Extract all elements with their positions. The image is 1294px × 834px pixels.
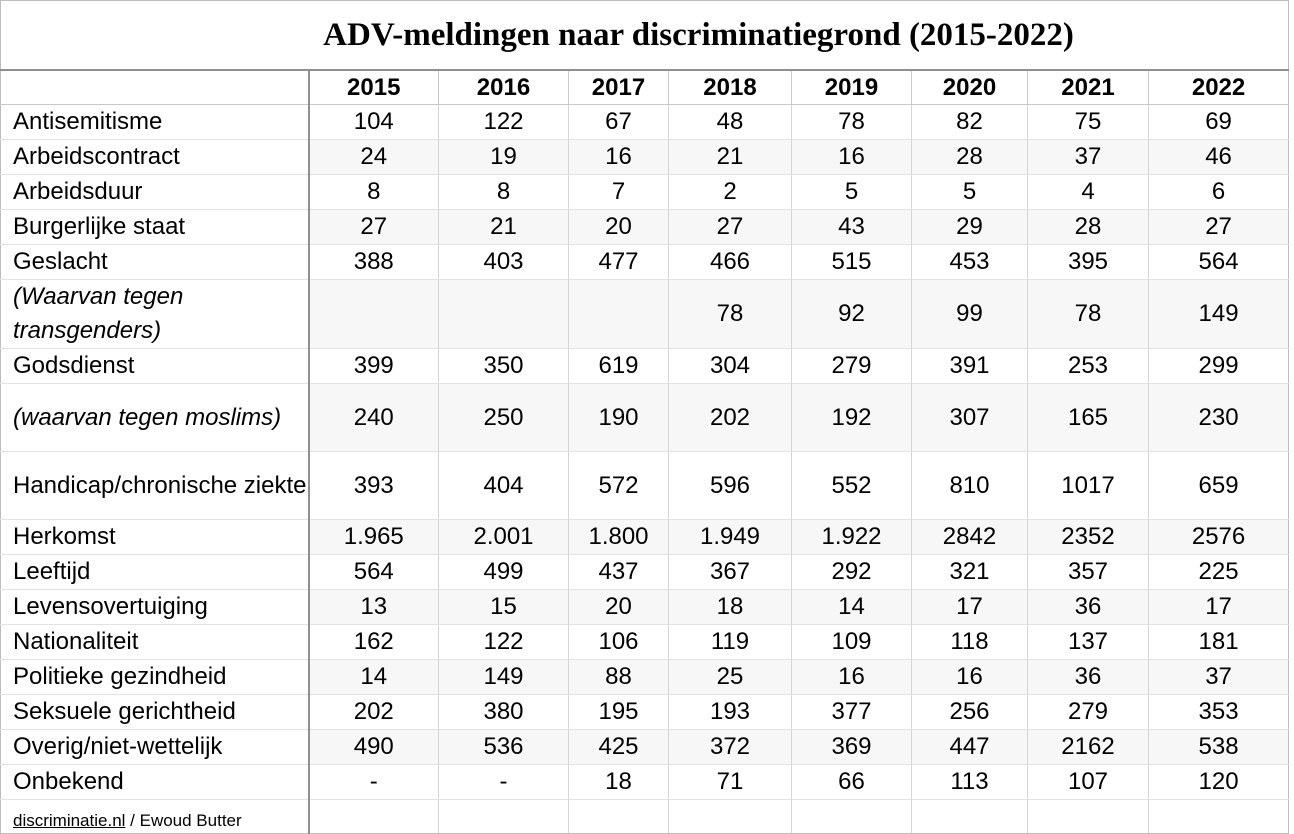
- table-row: [1, 695, 1289, 730]
- source-author: / Ewoud Butter: [125, 811, 242, 830]
- data-cell: 225: [1149, 555, 1289, 590]
- data-cell: 350: [439, 349, 569, 384]
- data-cell: 5: [912, 175, 1028, 210]
- data-cell: 165: [1028, 384, 1149, 452]
- data-cell: 437: [569, 555, 669, 590]
- data-cell: 181: [1149, 625, 1289, 660]
- table-row: [1, 175, 1289, 210]
- data-cell: 27: [309, 210, 439, 245]
- data-cell: 107: [1028, 765, 1149, 800]
- table-row: [1, 105, 1289, 140]
- row-label: Handicap/chronische ziekte: [1, 452, 309, 520]
- data-cell: 552: [792, 452, 912, 520]
- source-credit: [1, 800, 309, 834]
- data-cell: 13: [309, 590, 439, 625]
- header-corner: [1, 70, 309, 105]
- table-row: [1, 590, 1289, 625]
- column-header: 2018: [669, 70, 792, 105]
- data-cell: 14: [792, 590, 912, 625]
- data-cell: 28: [1028, 210, 1149, 245]
- data-cell: 20: [569, 210, 669, 245]
- data-cell: 307: [912, 384, 1028, 452]
- data-cell: 564: [309, 555, 439, 590]
- data-cell: 17: [1149, 590, 1289, 625]
- data-cell: 403: [439, 245, 569, 280]
- table-row: [1, 555, 1289, 590]
- data-cell: 477: [569, 245, 669, 280]
- data-cell: 78: [669, 280, 792, 349]
- row-label: Overig/niet-wettelijk: [1, 730, 309, 765]
- row-label: (Waarvan tegen transgenders): [1, 280, 309, 349]
- data-cell: 25: [669, 660, 792, 695]
- data-cell: 15: [439, 590, 569, 625]
- data-cell: 118: [912, 625, 1028, 660]
- footer-empty-cell: [792, 800, 912, 834]
- data-cell: 425: [569, 730, 669, 765]
- data-cell: 240: [309, 384, 439, 452]
- table-row: [1, 384, 1289, 452]
- data-cell: 82: [912, 105, 1028, 140]
- data-cell: 4: [1028, 175, 1149, 210]
- row-label: Onbekend: [1, 765, 309, 800]
- data-cell: 14: [309, 660, 439, 695]
- data-cell: 67: [569, 105, 669, 140]
- data-cell: 20: [569, 590, 669, 625]
- data-cell: 1017: [1028, 452, 1149, 520]
- data-cell: 17: [912, 590, 1028, 625]
- data-cell: 88: [569, 660, 669, 695]
- data-cell: 292: [792, 555, 912, 590]
- data-cell: 536: [439, 730, 569, 765]
- row-label: Leeftijd: [1, 555, 309, 590]
- data-cell: 515: [792, 245, 912, 280]
- data-cell: [439, 280, 569, 349]
- data-cell: 6: [1149, 175, 1289, 210]
- data-cell: 46: [1149, 140, 1289, 175]
- table-title-cell: [1, 1, 1289, 71]
- data-cell: 43: [792, 210, 912, 245]
- row-label: Burgerlijke staat: [1, 210, 309, 245]
- data-cell: 78: [792, 105, 912, 140]
- data-cell: 7: [569, 175, 669, 210]
- data-cell: 109: [792, 625, 912, 660]
- data-cell: 2842: [912, 520, 1028, 555]
- data-cell: 447: [912, 730, 1028, 765]
- data-cell: 304: [669, 349, 792, 384]
- data-cell: 16: [792, 140, 912, 175]
- data-cell: 71: [669, 765, 792, 800]
- data-cell: 28: [912, 140, 1028, 175]
- footer-empty-cell: [669, 800, 792, 834]
- row-label: Levensovertuiging: [1, 590, 309, 625]
- table-row: [1, 660, 1289, 695]
- data-cell: 395: [1028, 245, 1149, 280]
- data-cell: 16: [912, 660, 1028, 695]
- data-cell: 299: [1149, 349, 1289, 384]
- data-cell: 36: [1028, 590, 1149, 625]
- data-cell: 119: [669, 625, 792, 660]
- table-body: [1, 105, 1289, 800]
- data-cell: 372: [669, 730, 792, 765]
- data-cell: -: [309, 765, 439, 800]
- column-header: 2019: [792, 70, 912, 105]
- column-header: 2015: [309, 70, 439, 105]
- data-cell: 18: [669, 590, 792, 625]
- data-cell: 399: [309, 349, 439, 384]
- row-label: Politieke gezindheid: [1, 660, 309, 695]
- data-cell: 572: [569, 452, 669, 520]
- footer-empty-cell: [912, 800, 1028, 834]
- table-row: [1, 210, 1289, 245]
- data-cell: 27: [1149, 210, 1289, 245]
- footer-empty-cell: [439, 800, 569, 834]
- table-row: [1, 245, 1289, 280]
- data-cell: 2162: [1028, 730, 1149, 765]
- table-row: [1, 140, 1289, 175]
- data-cell: 369: [792, 730, 912, 765]
- data-cell: 1.965: [309, 520, 439, 555]
- data-cell: 99: [912, 280, 1028, 349]
- row-label: Herkomst: [1, 520, 309, 555]
- column-header: 2021: [1028, 70, 1149, 105]
- data-cell: -: [439, 765, 569, 800]
- data-cell: 230: [1149, 384, 1289, 452]
- data-cell: 391: [912, 349, 1028, 384]
- data-cell: 367: [669, 555, 792, 590]
- data-cell: 162: [309, 625, 439, 660]
- data-cell: 393: [309, 452, 439, 520]
- data-cell: 490: [309, 730, 439, 765]
- footer-empty-cell: [1028, 800, 1149, 834]
- footer-empty-cell: [1149, 800, 1289, 834]
- row-label: Seksuele gerichtheid: [1, 695, 309, 730]
- chart-title: ADV-meldingen naar discriminatiegrond (2015-2022): [323, 16, 1074, 53]
- column-header: 2016: [439, 70, 569, 105]
- data-cell: 36: [1028, 660, 1149, 695]
- column-header: 2017: [569, 70, 669, 105]
- table-row: [1, 625, 1289, 660]
- data-cell: 279: [1028, 695, 1149, 730]
- data-cell: 27: [669, 210, 792, 245]
- data-cell: 137: [1028, 625, 1149, 660]
- data-cell: 16: [569, 140, 669, 175]
- data-cell: 8: [309, 175, 439, 210]
- row-label: Geslacht: [1, 245, 309, 280]
- data-cell: 149: [1149, 280, 1289, 349]
- data-cell: 78: [1028, 280, 1149, 349]
- data-cell: 279: [792, 349, 912, 384]
- data-cell: 2576: [1149, 520, 1289, 555]
- data-cell: 190: [569, 384, 669, 452]
- data-cell: 21: [439, 210, 569, 245]
- table-row: [1, 730, 1289, 765]
- row-label: Arbeidsduur: [1, 175, 309, 210]
- data-cell: 353: [1149, 695, 1289, 730]
- data-cell: 453: [912, 245, 1028, 280]
- data-cell: 122: [439, 625, 569, 660]
- data-cell: 75: [1028, 105, 1149, 140]
- data-cell: 37: [1149, 660, 1289, 695]
- footer-row: [1, 800, 1289, 834]
- column-header: 2022: [1149, 70, 1289, 105]
- data-cell: 21: [669, 140, 792, 175]
- data-cell: 8: [439, 175, 569, 210]
- data-cell: 388: [309, 245, 439, 280]
- data-cell: 2352: [1028, 520, 1149, 555]
- row-label: Godsdienst: [1, 349, 309, 384]
- data-cell: 619: [569, 349, 669, 384]
- footer-empty-cell: [309, 800, 439, 834]
- source-link[interactable]: discriminatie.nl: [13, 811, 126, 830]
- data-cell: 192: [792, 384, 912, 452]
- row-label: Antisemitisme: [1, 105, 309, 140]
- data-cell: 2: [669, 175, 792, 210]
- data-cell: 19: [439, 140, 569, 175]
- data-cell: 1.922: [792, 520, 912, 555]
- data-cell: 256: [912, 695, 1028, 730]
- data-cell: 16: [792, 660, 912, 695]
- data-cell: 104: [309, 105, 439, 140]
- data-cell: 149: [439, 660, 569, 695]
- data-cell: [569, 280, 669, 349]
- data-cell: 810: [912, 452, 1028, 520]
- data-cell: 2.001: [439, 520, 569, 555]
- data-cell: 5: [792, 175, 912, 210]
- data-cell: 193: [669, 695, 792, 730]
- data-cell: 466: [669, 245, 792, 280]
- data-cell: 113: [912, 765, 1028, 800]
- data-cell: 48: [669, 105, 792, 140]
- data-cell: 596: [669, 452, 792, 520]
- data-cell: 1.949: [669, 520, 792, 555]
- data-cell: 24: [309, 140, 439, 175]
- table-row: [1, 349, 1289, 384]
- data-cell: 92: [792, 280, 912, 349]
- footer-empty-cell: [569, 800, 669, 834]
- data-cell: 69: [1149, 105, 1289, 140]
- data-cell: [309, 280, 439, 349]
- table-row: [1, 765, 1289, 800]
- data-cell: 202: [669, 384, 792, 452]
- data-cell: 377: [792, 695, 912, 730]
- data-cell: 404: [439, 452, 569, 520]
- data-cell: 499: [439, 555, 569, 590]
- data-cell: 120: [1149, 765, 1289, 800]
- data-cell: 202: [309, 695, 439, 730]
- data-cell: 1.800: [569, 520, 669, 555]
- data-cell: 122: [439, 105, 569, 140]
- data-cell: 253: [1028, 349, 1149, 384]
- row-label: Nationaliteit: [1, 625, 309, 660]
- data-cell: 18: [569, 765, 669, 800]
- data-cell: 106: [569, 625, 669, 660]
- table-row: [1, 520, 1289, 555]
- column-header: 2020: [912, 70, 1028, 105]
- data-cell: 195: [569, 695, 669, 730]
- data-cell: 357: [1028, 555, 1149, 590]
- table-row: [1, 280, 1289, 349]
- data-cell: 321: [912, 555, 1028, 590]
- row-label: Arbeidscontract: [1, 140, 309, 175]
- data-cell: 29: [912, 210, 1028, 245]
- table-row: [1, 452, 1289, 520]
- data-cell: 37: [1028, 140, 1149, 175]
- data-cell: 66: [792, 765, 912, 800]
- data-cell: 659: [1149, 452, 1289, 520]
- data-cell: 538: [1149, 730, 1289, 765]
- data-cell: 380: [439, 695, 569, 730]
- header-row: [1, 70, 1289, 105]
- row-label: (waarvan tegen moslims): [1, 384, 309, 452]
- data-cell: 250: [439, 384, 569, 452]
- data-cell: 564: [1149, 245, 1289, 280]
